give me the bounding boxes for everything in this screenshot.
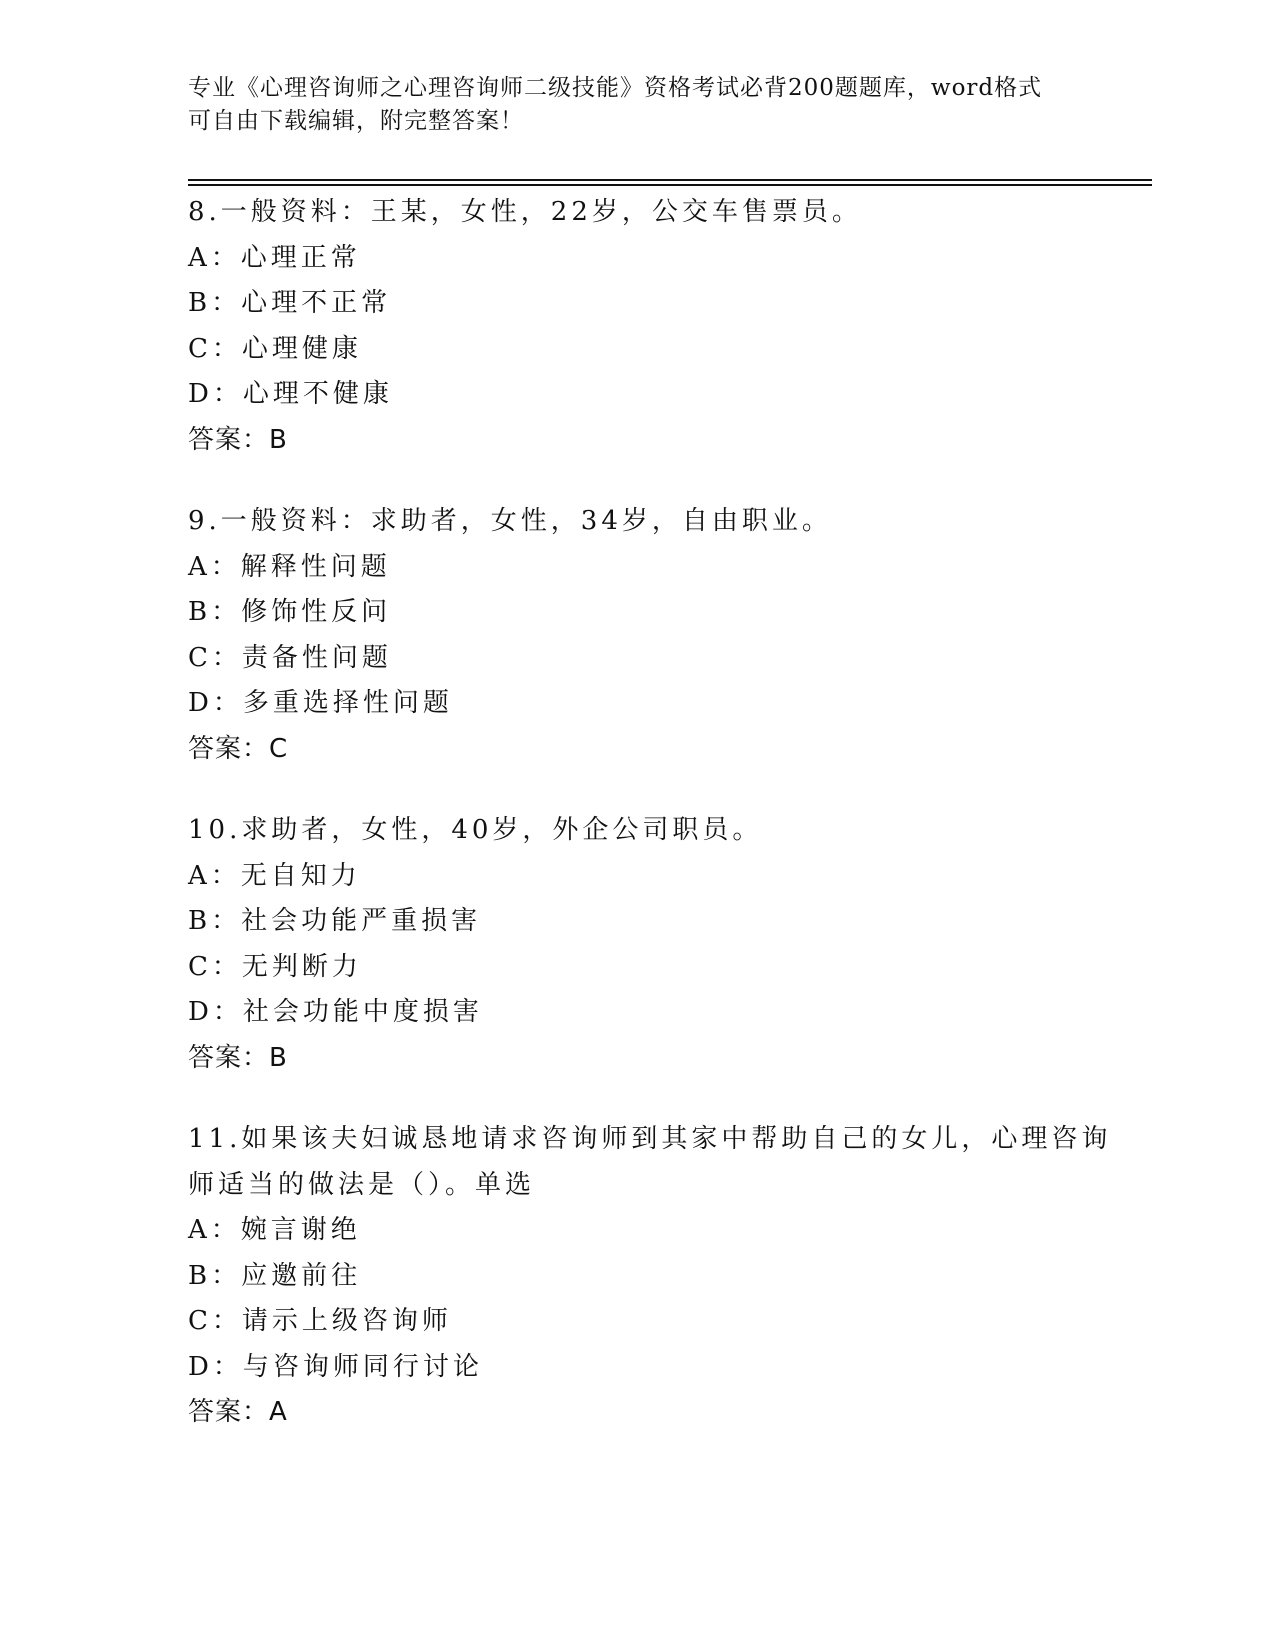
- option-b: B：修饰性反问: [188, 597, 392, 627]
- option-c: C：无判断力: [188, 951, 362, 982]
- header-divider-top: [188, 179, 1152, 181]
- header-line-1: 专业《心理咨询师之心理咨询师二级技能》资格考试必背200题题库，word格式: [188, 75, 1043, 101]
- option-d: D：心理不健康: [188, 379, 393, 409]
- option-a: A：无自知力: [188, 860, 361, 891]
- option-c: C：请示上级咨询师: [188, 1306, 452, 1336]
- answer-line: 答案：B: [188, 1042, 288, 1073]
- option-d: D：多重选择性问题: [188, 688, 453, 718]
- option-d: D：与咨询师同行讨论: [188, 1351, 483, 1382]
- question-9: [188, 499, 1088, 772]
- question-11: [188, 1117, 1112, 1436]
- option-a: A：解释性问题: [188, 551, 391, 582]
- answer-line: 答案：C: [188, 733, 289, 764]
- option-d: D：社会功能中度损害: [188, 997, 483, 1027]
- question-stem-line-1: 11.如果该夫妇诚恳地请求咨询师到其家中帮助自己的女儿，心理咨询: [188, 1124, 1112, 1154]
- question-stem: 9.一般资料：求助者，女性，34岁，自由职业。: [188, 506, 832, 536]
- option-c: C：责备性问题: [188, 642, 392, 673]
- document-header: [188, 72, 1068, 138]
- question-stem: 8.一般资料：王某，女性，22岁，公交车售票员。: [188, 197, 862, 227]
- header-divider-bottom: [188, 184, 1152, 186]
- question-stem-line-2: 师适当的做法是（）。单选: [188, 1169, 536, 1200]
- option-b: B：心理不正常: [188, 288, 392, 318]
- header-line-2: 可自由下载编辑，附完整答案！: [188, 108, 524, 134]
- question-stem: 10.求助者，女性，40岁，外企公司职员。: [188, 815, 763, 845]
- question-8: [188, 190, 1088, 463]
- question-list: [188, 190, 1112, 1472]
- answer-line: 答案：B: [188, 424, 288, 455]
- question-10: [188, 808, 1088, 1081]
- option-a: A：婉言谢绝: [188, 1215, 361, 1245]
- option-b: B：应邀前往: [188, 1260, 362, 1291]
- answer-line: 答案：A: [188, 1397, 288, 1427]
- option-c: C：心理健康: [188, 333, 362, 364]
- option-b: B：社会功能严重损害: [188, 906, 482, 936]
- option-a: A：心理正常: [188, 242, 361, 273]
